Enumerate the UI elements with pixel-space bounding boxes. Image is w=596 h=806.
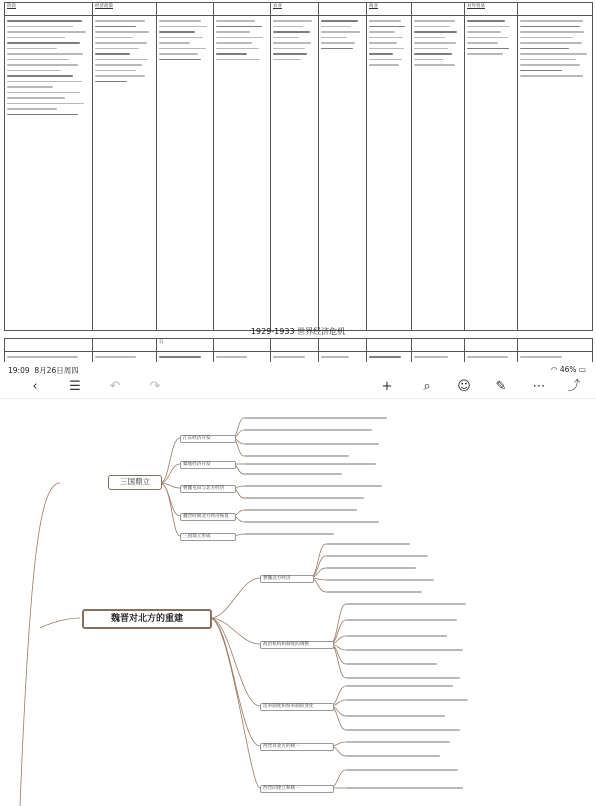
timeline-table-lower — [4, 338, 593, 362]
emoji-icon[interactable]: ☺ — [457, 379, 471, 394]
mindmap-leaf[interactable] — [346, 660, 476, 669]
column-notes — [93, 16, 157, 331]
header-cell — [93, 339, 157, 352]
header-cell — [465, 339, 518, 352]
mindmap-leaf[interactable] — [346, 696, 476, 705]
mindmap-canvas[interactable] — [0, 398, 596, 806]
mindmap-branch[interactable]: 江东经济开发 — [180, 435, 236, 443]
mindmap-leaf[interactable] — [346, 616, 476, 625]
mindmap-leaf[interactable] — [244, 518, 394, 527]
header-cell — [214, 3, 271, 16]
table-header-row — [5, 3, 593, 16]
column-notes — [157, 16, 214, 331]
mindmap-leaf[interactable] — [244, 494, 394, 503]
document-page — [0, 0, 596, 362]
column-notes — [271, 352, 319, 363]
back-icon[interactable]: ‹ — [32, 379, 38, 394]
mindmap-branch[interactable]: 政治机构和制度的调整 — [260, 641, 334, 649]
date-text: 8月26日周四 — [34, 366, 79, 375]
header-cell — [319, 3, 367, 16]
mindmap-leaf[interactable] — [326, 576, 446, 585]
mindmap-branch[interactable]: 西晋对北方的统一 — [260, 743, 334, 751]
mindmap-leaf[interactable] — [346, 726, 476, 735]
column-notes — [214, 16, 271, 331]
mindmap-branch[interactable]: 魏晋时期北方经济恢复 — [180, 513, 236, 521]
header-cell — [271, 339, 319, 352]
mindmap-leaf[interactable] — [346, 682, 476, 691]
header-cell — [367, 339, 412, 352]
column-notes — [518, 352, 593, 363]
brush-icon[interactable]: ✎ — [495, 379, 507, 394]
table-body-row — [5, 352, 593, 363]
column-notes — [367, 16, 412, 331]
mindmap-leaf[interactable] — [244, 482, 394, 491]
table-header-row — [5, 339, 593, 352]
header-cell — [214, 339, 271, 352]
header-cell: 日 — [157, 339, 214, 352]
column-notes — [465, 352, 518, 363]
column-notes — [5, 16, 93, 331]
mindmap-leaf[interactable] — [326, 552, 446, 561]
mindmap-leaf[interactable] — [346, 752, 476, 761]
undo-icon[interactable]: ↶ — [109, 379, 121, 394]
column-notes — [214, 352, 271, 363]
mindmap-branch[interactable]: 三国鼎立形成 — [180, 533, 236, 541]
header-text: 经济政策 — [95, 4, 113, 9]
header-cell — [319, 339, 367, 352]
mindmap-leaf[interactable] — [326, 540, 446, 549]
header-text: 商业 — [369, 4, 378, 9]
column-notes — [271, 16, 319, 331]
column-notes — [5, 352, 93, 363]
mindmap-branch[interactable]: 西晋的建立和统一 — [260, 785, 334, 793]
header-cell — [157, 3, 214, 16]
column-notes — [319, 352, 367, 363]
column-notes — [93, 352, 157, 363]
section-banner: 1929-1933 世界经济危机 — [250, 327, 346, 336]
mindmap-leaf[interactable] — [346, 600, 476, 609]
status-indicators — [551, 365, 586, 374]
mindmap-leaf[interactable] — [346, 784, 476, 793]
mindmap-leaf[interactable] — [244, 440, 394, 449]
header-cell — [271, 3, 319, 16]
header-cell — [93, 3, 157, 16]
header-cell — [5, 3, 93, 16]
header-cell — [518, 3, 593, 16]
more-icon[interactable]: ⋯ — [532, 379, 546, 394]
header-cell — [518, 339, 593, 352]
mindmap-leaf[interactable] — [244, 460, 394, 469]
column-notes — [518, 16, 593, 331]
redo-icon[interactable]: ↷ — [149, 379, 161, 394]
status-time — [8, 365, 79, 376]
mindmap-leaf[interactable] — [346, 712, 476, 721]
mindmap-branch[interactable]: 曹魏屯田与北方经济 — [180, 485, 236, 493]
share-icon[interactable]: ⤴ — [567, 379, 581, 394]
battery-icon: ▭ — [578, 365, 586, 374]
add-icon[interactable]: + — [381, 379, 393, 394]
header-cell — [412, 3, 465, 16]
column-notes — [319, 16, 367, 331]
column-notes — [412, 16, 465, 331]
mindmap-root-bottom[interactable]: 魏晋对北方的重建 — [82, 609, 212, 629]
table-body-row — [5, 16, 593, 331]
mindmap-leaf[interactable] — [326, 588, 446, 597]
timeline-table — [4, 2, 593, 331]
battery-percent: 46% — [559, 365, 577, 374]
mindmap-branch[interactable]: 蜀地经济开发 — [180, 461, 236, 469]
mindmap-branch[interactable]: 选举制度和察举制的变化 — [260, 703, 334, 711]
mindmap-leaf[interactable] — [244, 470, 394, 479]
mindmap-leaf[interactable] — [244, 426, 394, 435]
clock-text: 19:09 — [8, 366, 30, 375]
column-notes — [465, 16, 518, 331]
mindmap-leaf[interactable] — [326, 564, 446, 573]
status-bar — [0, 362, 596, 376]
column-notes — [367, 352, 412, 363]
header-cell — [412, 339, 465, 352]
mindmap-leaf[interactable] — [244, 506, 394, 515]
search-icon[interactable]: ⌕ — [423, 379, 431, 394]
mindmap-leaf[interactable] — [244, 414, 394, 423]
column-notes — [412, 352, 465, 363]
mindmap-root-top[interactable]: 三国鼎立 — [108, 475, 162, 490]
header-text: 对外贸易 — [467, 4, 485, 9]
mindmap-leaf[interactable] — [346, 738, 476, 747]
column-notes — [157, 352, 214, 363]
mindmap-branch[interactable]: 曹魏北方经济 — [260, 575, 314, 583]
header-cell — [367, 3, 412, 16]
mindmap-leaf[interactable] — [244, 530, 394, 539]
header-cell — [465, 3, 518, 16]
header-text: 阶段 — [7, 4, 16, 9]
app-toolbar — [0, 376, 596, 399]
mindmap-leaf[interactable] — [346, 766, 476, 775]
outline-list-icon[interactable]: ☰ — [69, 379, 81, 394]
header-text: 农业 — [273, 4, 282, 9]
mindmap-leaf[interactable] — [346, 646, 476, 655]
header-cell — [5, 339, 93, 352]
mindmap-leaf[interactable] — [346, 632, 476, 641]
wifi-icon: ◠ — [550, 365, 558, 374]
